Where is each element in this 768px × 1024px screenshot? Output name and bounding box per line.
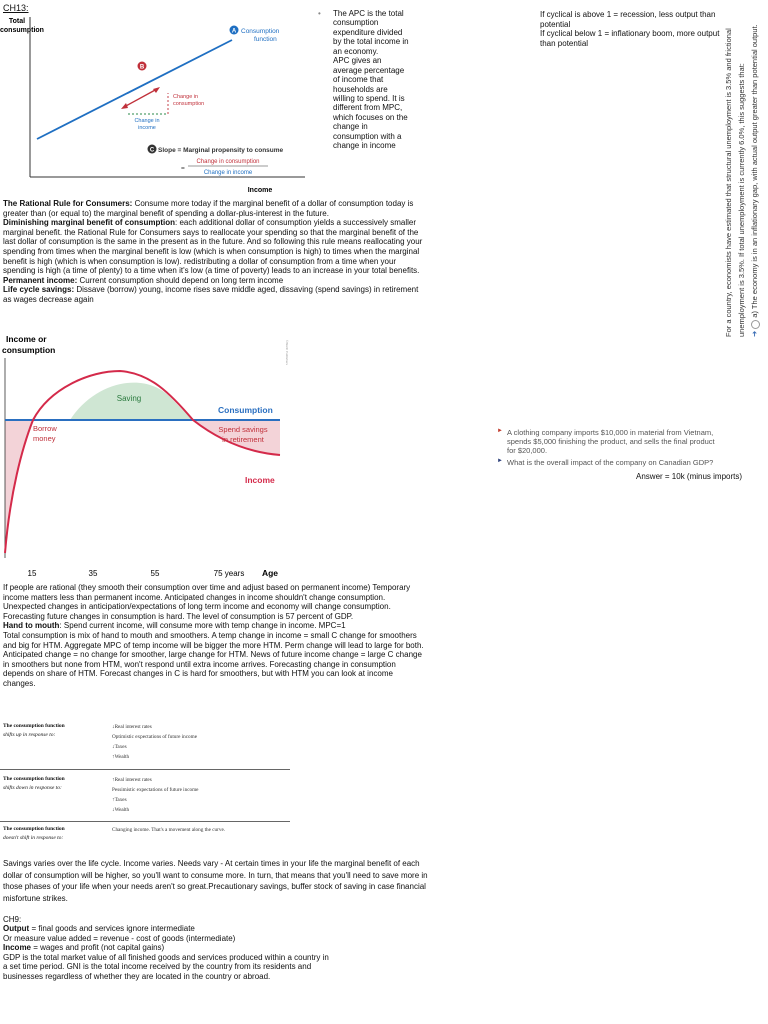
- shift-items: [112, 775, 198, 816]
- gdp-bullet-text: What is the overall impact of the company on Canadian GDP?: [507, 458, 714, 467]
- slope-arrow-right-icon: [153, 87, 160, 93]
- shift-title: The consumption function: [3, 826, 65, 832]
- shift-item: ↓Wealth: [112, 807, 130, 814]
- permanent-income-paragraph: [3, 276, 423, 286]
- rational-rule-title: The Rational Rule for Consumers:: [3, 199, 133, 208]
- spend-savings-label-1: Spend savings: [218, 425, 268, 434]
- consumption-function-chart: [0, 13, 310, 198]
- shift-row-label: [3, 825, 98, 843]
- shift-row-label: [3, 722, 98, 740]
- table-divider: [0, 821, 290, 822]
- apc-line: by the total income in: [333, 37, 409, 47]
- list-item: [497, 428, 722, 455]
- triangle-bullet-icon: ►: [497, 428, 503, 434]
- age-label: Age: [261, 568, 279, 578]
- apc-line: an economy.: [333, 46, 379, 56]
- hand-to-mouth-title: Hand to mouth: [3, 621, 60, 631]
- savings-paragraph: Savings varies over the life cycle. Income varies. Needs vary - At certain times in your life the marginal benefit of each dollar of consumption will be higher, so you'll want to consume more. In turn, that means that you'll need to save more in those phases of your life when your needs aren't so great.Precautionary savings, buffer stock of saving in case financial misfortune strikes.: [3, 859, 428, 903]
- apc-line: different from MPC,: [333, 103, 403, 113]
- dmb-title: Diminishing marginal benefit of consumption: [3, 218, 176, 228]
- marker-b-text: B: [139, 64, 145, 71]
- triangle-bullet-icon: ►: [497, 458, 503, 464]
- apc-line: willing to spend. It is: [333, 93, 405, 103]
- rational-rule-body: Consume more today if the marginal benefit of a dollar of consumption today is greater than (or equal to) the marginal benefit of spending a dollar-plus-interest in the future.: [3, 199, 414, 218]
- income-label: Income: [245, 475, 275, 485]
- borrow-label-2: money: [33, 434, 56, 443]
- hand-to-mouth-body: : Spend current income, will consume more with temp change in income. MPC=1: [59, 621, 346, 631]
- dmb-paragraph: [3, 218, 423, 276]
- slope-numerator: Change in consumption: [196, 159, 260, 165]
- rational-rule-paragraph: [3, 199, 423, 218]
- shift-item: Pessimistic expectations of future income: [112, 787, 199, 794]
- shift-item: ↑Real interest rates: [112, 777, 152, 783]
- slope-equals: =: [181, 165, 185, 172]
- marker-a-text: A: [231, 28, 237, 35]
- apc-line: of income that: [333, 75, 384, 85]
- output-title: Output: [3, 924, 30, 934]
- arrow-right-icon: ➜: [750, 330, 759, 337]
- shift-subtitle: shifts down in response to:: [3, 784, 62, 791]
- permanent-income-title: Permanent income:: [3, 275, 78, 285]
- cf-function-label-2: function: [254, 36, 277, 43]
- apc-line: change in: [333, 122, 368, 132]
- shift-items: [112, 722, 197, 763]
- consumption-label: Consumption: [218, 405, 273, 415]
- apc-line: change in income: [333, 141, 396, 151]
- marker-c-text: C: [149, 147, 155, 154]
- age-tick: 35: [88, 569, 98, 578]
- income-body: = wages and profit (not capital gains): [31, 943, 165, 953]
- cf-function-label-1: Consumption: [241, 28, 280, 35]
- apc-line: consumption: [333, 18, 379, 28]
- consumption-shifts-table: [0, 720, 290, 852]
- shift-subtitle: shifts up in response to:: [3, 731, 56, 738]
- apc-line: average percentage: [333, 65, 405, 75]
- slope-denominator: Change in income: [203, 170, 253, 176]
- shift-item: Optimistic expectations of future income: [112, 734, 197, 741]
- lc-y-label-2: consumption: [2, 345, 56, 355]
- cf-x-label: Income: [247, 187, 273, 194]
- radio-button[interactable]: [751, 320, 760, 329]
- ch9-heading: CH9:: [3, 915, 22, 924]
- age-tick: 55: [150, 569, 160, 578]
- shift-title: The consumption function: [3, 776, 65, 782]
- shift-items: [112, 825, 225, 835]
- gdp-question: [497, 428, 722, 470]
- apc-line: expenditure divided: [333, 27, 403, 37]
- gdp-paragraph: GDP is the total market value of all finished goods and services produced within a country in a set time period. GNI is the total income received by the country from its residents and businesses regardless of whether they are located in the country or abroad.: [3, 952, 329, 981]
- cyclical-below: If cyclical below 1 = inflationary boom, more output than potential: [540, 29, 720, 48]
- gdp-answer: Answer = 10k (minus imports): [636, 472, 743, 481]
- answer-option-a[interactable]: [748, 12, 761, 337]
- shift-item: ↓Taxes: [112, 744, 127, 751]
- rational-rule-section: [3, 199, 423, 305]
- output-line: [3, 924, 333, 933]
- chart-watermark: ©Worth Publishers: [285, 340, 289, 365]
- borrow-label-1: Borrow: [33, 424, 57, 433]
- shift-item: Changing income. That's a movement along the curve.: [112, 827, 226, 833]
- cf-y-label-1: Total: [8, 18, 26, 25]
- apc-line: consumption with a: [333, 131, 402, 141]
- apc-line: The APC is the total: [333, 9, 404, 18]
- shift-title: The consumption function: [3, 723, 65, 729]
- borrow-area: [5, 420, 33, 553]
- apc-line: which focuses on the: [333, 112, 408, 122]
- slope-label: Slope = Marginal propensity to consume: [158, 147, 284, 154]
- shift-subtitle: doesn't shift in response to:: [3, 834, 64, 841]
- age-tick: 75 years: [213, 569, 245, 578]
- permanent-income-body: Current consumption should depend on long term income: [77, 275, 284, 285]
- option-text: a) The economy is in an inflationary gap, with actual output greater than potential output.: [750, 24, 759, 318]
- slope-arrow-left-icon: [121, 103, 128, 109]
- income-title: Income: [3, 943, 32, 953]
- cf-y-label-2: consumption: [0, 27, 44, 34]
- rotated-question-screenshot: [722, 12, 768, 337]
- output-body: = final goods and services ignore intermediate: [29, 924, 195, 934]
- rotated-question-content: [722, 12, 761, 337]
- ch13-heading: CH13:: [3, 3, 29, 13]
- question-line: unemployment is 3.5%. If total unemployment is currently 6.0%, this suggests that:: [737, 63, 746, 337]
- lc-y-label-1: Income or: [6, 334, 47, 344]
- rational-consumption-section: [3, 583, 425, 689]
- life-cycle-paragraph: [3, 285, 423, 304]
- shift-item: ↑Wealth: [112, 754, 130, 761]
- shift-item: ↓Real interest rates: [112, 724, 152, 730]
- life-cycle-title: Life cycle savings:: [3, 285, 75, 295]
- change-consumption-label-2: consumption: [173, 101, 205, 107]
- rational-consumption-paragraph: If people are rational (they smooth their consumption over time and adjust based on permanent income) Temporary income matters less than permanent income. Anticipated changes in income shouldn't change consumption. Unexpected changes in anticipation/expectations of long term income and economy will change consumption. Forecasting future changes in consumption is hard. The level of consumption is 57 percent of GDP.: [3, 583, 411, 621]
- question-line: For a country, economists have estimated that structural unemployment is 3.5% and frictional: [724, 28, 733, 337]
- spend-savings-label-2: in retirement: [222, 435, 264, 444]
- income-line: [3, 943, 333, 952]
- cyclical-above: If cyclical is above 1 = recession, less output than potential: [540, 10, 716, 29]
- saving-label: Saving: [116, 394, 142, 403]
- shift-item: ↑Taxes: [112, 797, 127, 804]
- list-item: [497, 458, 722, 467]
- dmb-body: : each additional dollar of consumption yields a successively smaller marginal benefit. the Rational Rule for Consumers says to reallocate your spending so that the marginal benefit of the last dollar of consumption is the same in the present as in the future. And so following this rule means reallocating your spending from times when the marginal benefit is low (which is when consumption is high) to times when the marginal benefit is high (which is when consumption is low). redistributing a dollar of consumption from a time when your spending is high (a time of plenty) to a time when it's low (a time of poverty) leads to an increase in your total benefits.: [3, 218, 423, 276]
- apc-bullet: •: [318, 9, 321, 18]
- life-cycle-chart: [0, 333, 290, 581]
- apc-paragraph: [333, 9, 428, 151]
- table-divider: [0, 769, 290, 770]
- consumption-function-line: [37, 40, 232, 139]
- gdp-bullet-text: A clothing company imports $10,000 in material from Vietnam, spends $5,000 finishing the product, and sells the final product for $20,000.: [507, 428, 715, 455]
- apc-line: APC gives an: [333, 56, 382, 66]
- change-income-label-1: Change in: [134, 118, 160, 124]
- value-added-line: Or measure value added = revenue - cost of goods (intermediate): [3, 933, 236, 943]
- cyclical-note: [540, 10, 720, 48]
- hand-to-mouth-paragraph: [3, 621, 425, 631]
- ch9-section: [3, 915, 333, 981]
- apc-line: households are: [333, 84, 388, 94]
- change-income-label-2: income: [138, 125, 156, 131]
- life-cycle-body: Dissave (borrow) young, income rises save middle aged, dissaving (spend savings) in retirement as wages decrease again: [3, 285, 419, 304]
- total-consumption-paragraph: Total consumption is mix of hand to mouth and smoothers. A temp change in income = small C change for smoothers and big for HTM. Aggregate MPC of temp income will be bigger the more HTM. Perm change will lead to large for both. Anticipated change = no change for smoother, large change for HTM. News of future income change = large C change in smoothers but none from HTM, won't respond until extra income arrives. Forecasting change in consumption depends on share of HTM. Forecast changes in C is hard for smoothers, but with HTM you can look at income changes.: [3, 630, 424, 688]
- shift-row-label: [3, 775, 98, 793]
- change-consumption-label-1: Change in: [173, 94, 199, 100]
- age-tick: 15: [27, 569, 37, 578]
